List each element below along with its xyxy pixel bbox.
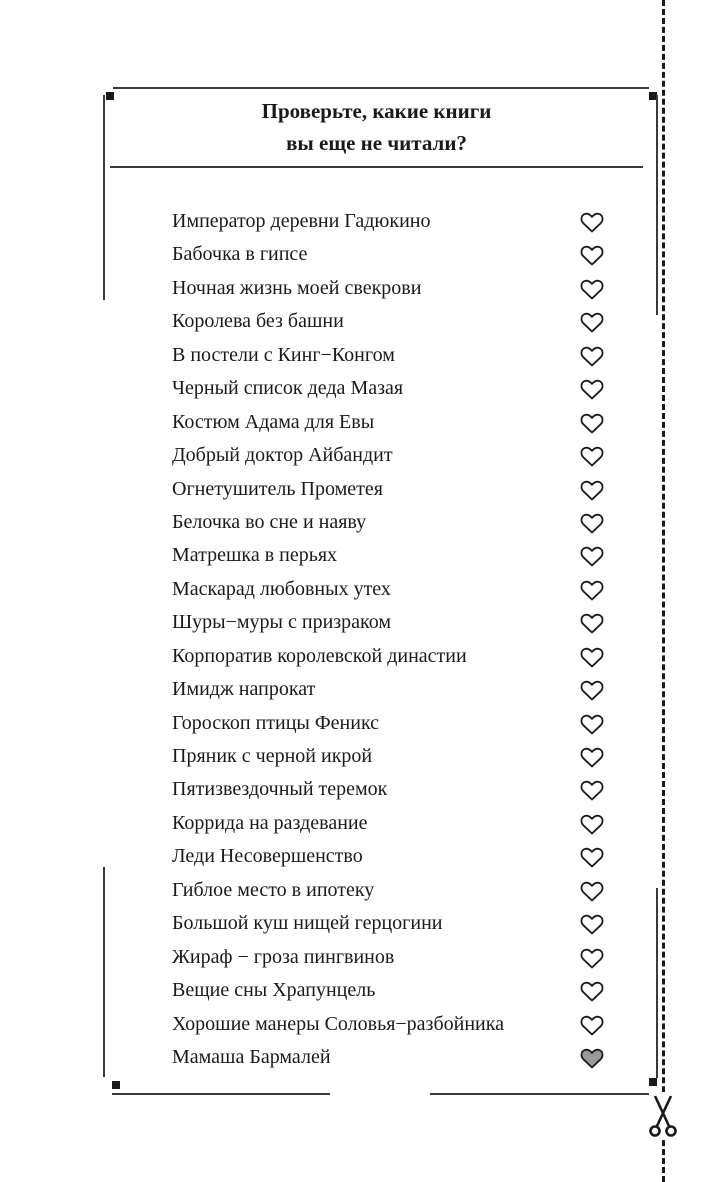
book-title: Бабочка в гипсе xyxy=(172,243,308,266)
book-title: Мамаша Бармалей xyxy=(172,1045,331,1068)
book-title: Черный список деда Мазая xyxy=(172,377,404,400)
heart-outline-icon[interactable] xyxy=(580,445,604,467)
book-title: Леди Несовершенство xyxy=(172,845,363,868)
book-title: Маскарад любовных утех xyxy=(172,577,391,600)
list-item xyxy=(172,707,612,740)
heart-outline-icon[interactable] xyxy=(580,479,604,501)
heart-outline-icon[interactable] xyxy=(580,646,604,668)
list-item xyxy=(172,773,612,806)
list-item xyxy=(172,372,612,405)
heart-outline-icon[interactable] xyxy=(580,278,604,300)
book-title: Гороскоп птицы Феникс xyxy=(172,711,380,734)
book-title: Огнетушитель Прометея xyxy=(172,477,383,500)
list-item xyxy=(172,473,612,506)
book-title: В постели с Кинг−Конгом xyxy=(172,343,395,366)
book-title: Вещие сны Храпунцель xyxy=(172,979,376,1002)
list-item xyxy=(172,941,612,974)
heart-outline-icon[interactable] xyxy=(580,579,604,601)
list-item xyxy=(172,439,612,472)
heart-outline-icon[interactable] xyxy=(580,846,604,868)
heart-outline-icon[interactable] xyxy=(580,244,604,266)
book-title: Имидж напрокат xyxy=(172,678,316,701)
book-title: Пятизвездочный теремок xyxy=(172,778,388,801)
heart-outline-icon[interactable] xyxy=(580,779,604,801)
list-item xyxy=(172,339,612,372)
page-title xyxy=(110,95,643,159)
heart-outline-icon[interactable] xyxy=(580,913,604,935)
book-checklist xyxy=(172,205,612,1074)
list-item xyxy=(172,640,612,673)
book-title: Корпоратив королевской династии xyxy=(172,644,467,667)
list-item xyxy=(172,539,612,572)
heart-outline-icon[interactable] xyxy=(580,713,604,735)
heart-outline-icon[interactable] xyxy=(580,746,604,768)
book-title: Ночная жизнь моей свекрови xyxy=(172,276,422,299)
heart-outline-icon[interactable] xyxy=(580,311,604,333)
list-item xyxy=(172,807,612,840)
list-item xyxy=(172,907,612,940)
list-item xyxy=(172,272,612,305)
heart-outline-icon[interactable] xyxy=(580,880,604,902)
list-item xyxy=(172,840,612,873)
book-title: Хорошие манеры Соловья−разбойника xyxy=(172,1012,505,1035)
heart-outline-icon[interactable] xyxy=(580,980,604,1002)
book-title: Добрый доктор Айбандит xyxy=(172,444,393,467)
list-item xyxy=(172,673,612,706)
book-title: Император деревни Гадюкино xyxy=(172,210,431,232)
heart-outline-icon[interactable] xyxy=(580,378,604,400)
book-title: Жираф − гроза пингвинов xyxy=(172,945,395,968)
list-item xyxy=(172,1008,612,1041)
heart-filled-icon[interactable] xyxy=(580,1047,604,1069)
list-item xyxy=(172,573,612,606)
cut-line xyxy=(662,0,665,1182)
list-item xyxy=(172,740,612,773)
heart-outline-icon[interactable] xyxy=(580,345,604,367)
list-item xyxy=(172,606,612,639)
book-title: Коррида на раздевание xyxy=(172,811,368,834)
title-line-2: вы еще не читали? xyxy=(286,131,467,155)
list-item xyxy=(172,974,612,1007)
book-title: Белочка во сне и наяву xyxy=(172,510,367,533)
book-title: Королева без башни xyxy=(172,310,344,333)
heart-outline-icon[interactable] xyxy=(580,512,604,534)
scissors-icon xyxy=(648,1092,678,1138)
list-item xyxy=(172,1041,612,1074)
list-item xyxy=(172,874,612,907)
book-title: Гиблое место в ипотеку xyxy=(172,878,375,901)
list-item xyxy=(172,305,612,338)
book-title: Матрешка в перьях xyxy=(172,544,338,567)
title-line-1: Проверьте, какие книги xyxy=(261,99,492,123)
heart-outline-icon[interactable] xyxy=(580,612,604,634)
book-title: Пряник с черной икрой xyxy=(172,745,373,767)
list-item xyxy=(172,406,612,439)
heart-outline-icon[interactable] xyxy=(580,947,604,969)
heart-outline-icon[interactable] xyxy=(580,545,604,567)
heart-outline-icon[interactable] xyxy=(580,211,604,233)
heart-outline-icon[interactable] xyxy=(580,1014,604,1036)
list-item xyxy=(172,205,612,238)
list-item xyxy=(172,238,612,271)
list-item xyxy=(172,506,612,539)
book-title: Костюм Адама для Евы xyxy=(172,410,375,433)
heart-outline-icon[interactable] xyxy=(580,813,604,835)
book-title: Большой куш нищей герцогини xyxy=(172,912,443,935)
heart-outline-icon[interactable] xyxy=(580,412,604,434)
heart-outline-icon[interactable] xyxy=(580,679,604,701)
book-title: Шуры−муры с призраком xyxy=(172,611,392,634)
